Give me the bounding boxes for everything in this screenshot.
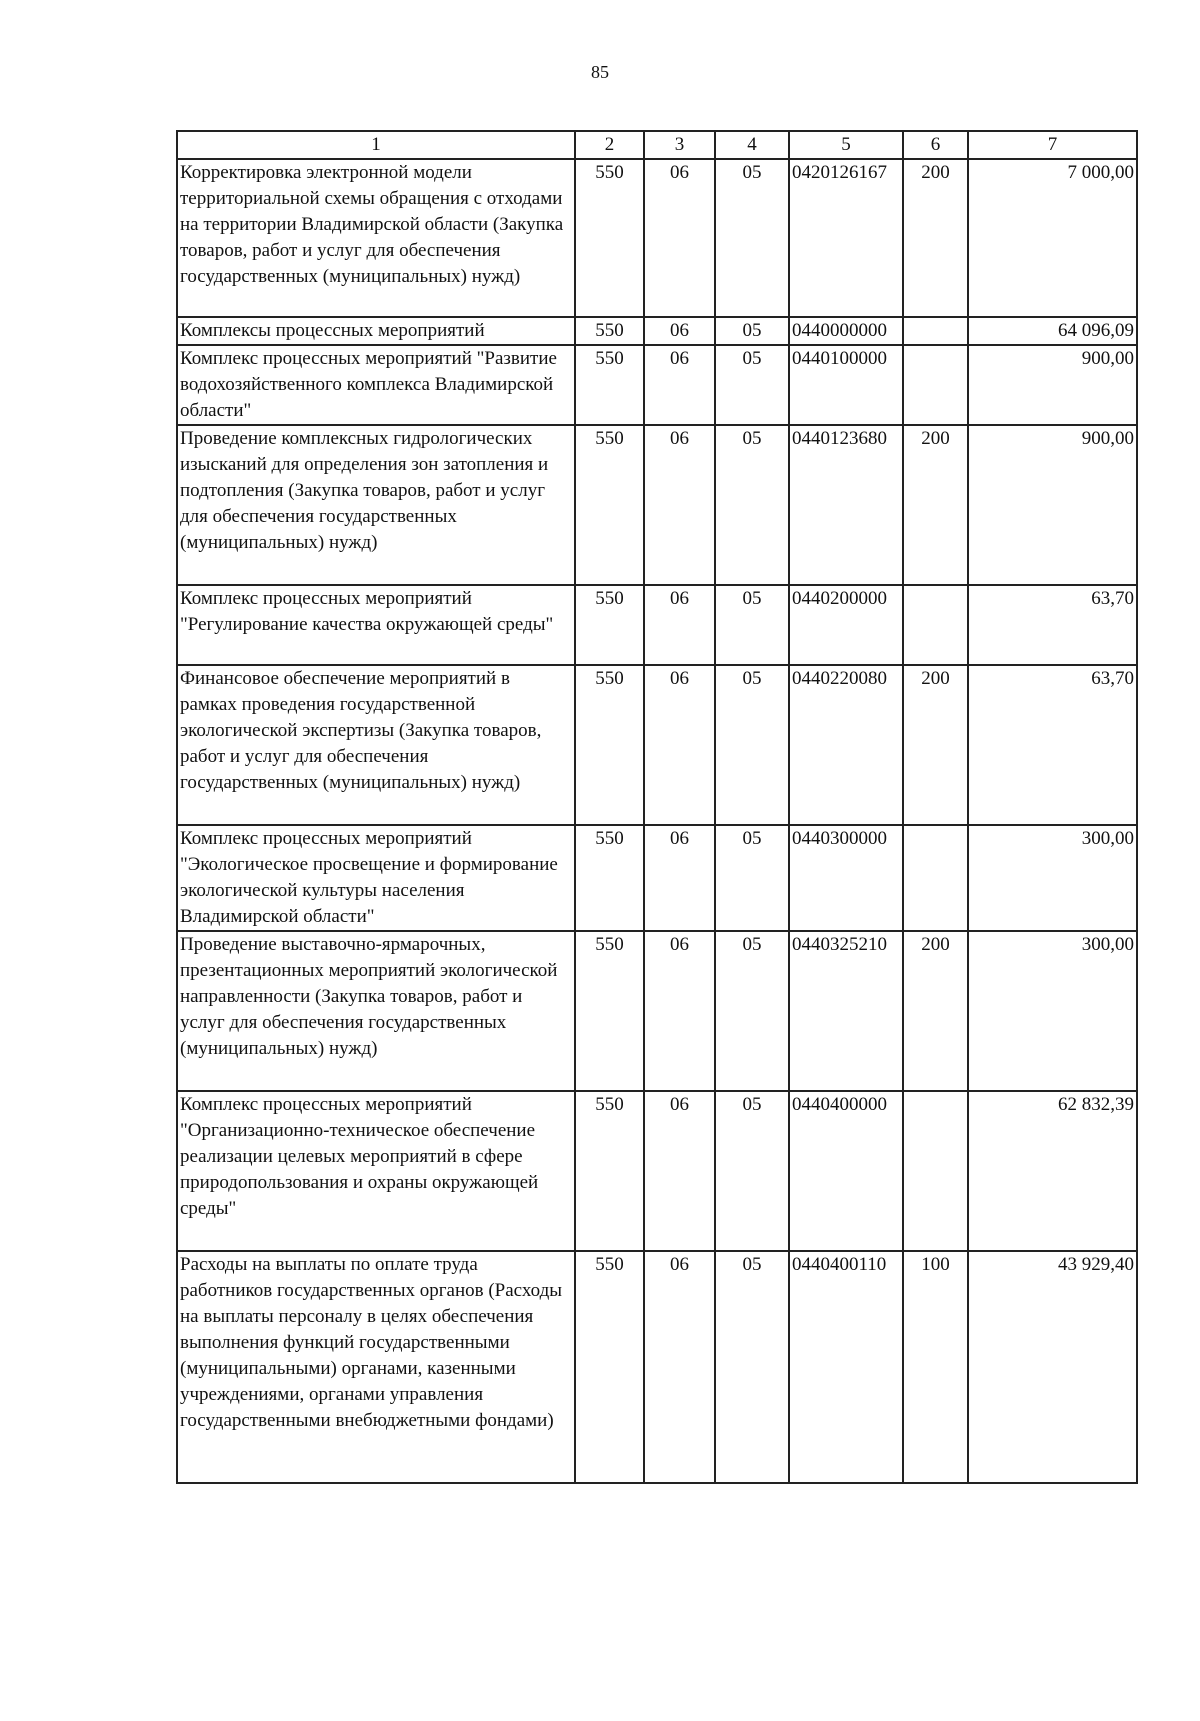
row-expense-type xyxy=(903,585,968,665)
table-row xyxy=(177,665,1137,825)
row-section: 06 xyxy=(644,585,715,665)
row-target: 0440200000 xyxy=(789,585,903,665)
row-name: Комплекс процессных мероприятий "Регулирование качества окружающей среды" xyxy=(177,585,575,665)
row-amount: 7 000,00 xyxy=(968,159,1137,317)
column-header: 1 xyxy=(177,131,575,159)
row-section: 06 xyxy=(644,159,715,317)
row-ministry: 550 xyxy=(575,345,644,425)
row-ministry: 550 xyxy=(575,825,644,931)
row-name: Расходы на выплаты по оплате труда работников государственных органов (Расходы на выплаты персоналу в целях обеспечения выполнения функций государственными (муниципальными) органами, казенными учреждениями, органами управления государственными внебюджетными фондами) xyxy=(177,1251,575,1483)
row-expense-type: 200 xyxy=(903,159,968,317)
column-header: 7 xyxy=(968,131,1137,159)
row-name: Проведение комплексных гидрологических изысканий для определения зон затопления и подтопления (Закупка товаров, работ и услуг для обеспечения государственных (муниципальных) нужд) xyxy=(177,425,575,585)
table-row xyxy=(177,825,1137,931)
row-ministry: 550 xyxy=(575,159,644,317)
row-target: 0440325210 xyxy=(789,931,903,1091)
row-expense-type: 200 xyxy=(903,425,968,585)
row-ministry: 550 xyxy=(575,931,644,1091)
row-section: 06 xyxy=(644,825,715,931)
row-expense-type xyxy=(903,317,968,345)
row-subsection: 05 xyxy=(715,345,789,425)
row-subsection: 05 xyxy=(715,585,789,665)
row-ministry: 550 xyxy=(575,665,644,825)
row-amount: 64 096,09 xyxy=(968,317,1137,345)
row-expense-type: 200 xyxy=(903,931,968,1091)
row-amount: 63,70 xyxy=(968,665,1137,825)
row-expense-type: 200 xyxy=(903,665,968,825)
table-row xyxy=(177,159,1137,317)
row-name: Комплекс процессных мероприятий "Экологическое просвещение и формирование экологической культуры населения Владимирской области" xyxy=(177,825,575,931)
table-row xyxy=(177,931,1137,1091)
table-row xyxy=(177,1091,1137,1251)
page-number: 85 xyxy=(591,62,609,82)
row-expense-type xyxy=(903,1091,968,1251)
row-target: 0440400110 xyxy=(789,1251,903,1483)
row-ministry: 550 xyxy=(575,425,644,585)
column-header: 6 xyxy=(903,131,968,159)
table-header-row xyxy=(177,131,1137,159)
row-name: Комплекс процессных мероприятий "Развитие водохозяйственного комплекса Владимирской области" xyxy=(177,345,575,425)
row-name: Комплексы процессных мероприятий xyxy=(177,317,575,345)
table-row xyxy=(177,317,1137,345)
budget-table xyxy=(176,130,1138,1484)
row-target: 0420126167 xyxy=(789,159,903,317)
row-subsection: 05 xyxy=(715,931,789,1091)
row-subsection: 05 xyxy=(715,425,789,585)
row-target: 0440220080 xyxy=(789,665,903,825)
row-amount: 300,00 xyxy=(968,825,1137,931)
row-section: 06 xyxy=(644,1251,715,1483)
row-expense-type: 100 xyxy=(903,1251,968,1483)
row-name: Комплекс процессных мероприятий "Организационно-техническое обеспечение реализации целевых мероприятий в сфере природопользования и охраны окружающей среды" xyxy=(177,1091,575,1251)
row-amount: 300,00 xyxy=(968,931,1137,1091)
row-section: 06 xyxy=(644,345,715,425)
row-subsection: 05 xyxy=(715,1251,789,1483)
row-section: 06 xyxy=(644,931,715,1091)
table-row xyxy=(177,425,1137,585)
row-amount: 63,70 xyxy=(968,585,1137,665)
row-subsection: 05 xyxy=(715,825,789,931)
row-amount: 900,00 xyxy=(968,345,1137,425)
row-section: 06 xyxy=(644,1091,715,1251)
row-section: 06 xyxy=(644,425,715,585)
column-header: 4 xyxy=(715,131,789,159)
table-row xyxy=(177,585,1137,665)
row-ministry: 550 xyxy=(575,317,644,345)
row-ministry: 550 xyxy=(575,1251,644,1483)
row-amount: 62 832,39 xyxy=(968,1091,1137,1251)
row-ministry: 550 xyxy=(575,1091,644,1251)
row-name: Проведение выставочно-ярмарочных, презентационных мероприятий экологической направленности (Закупка товаров, работ и услуг для обеспечения государственных (муниципальных) нужд) xyxy=(177,931,575,1091)
row-name: Корректировка электронной модели территориальной схемы обращения с отходами на территории Владимирской области (Закупка товаров, работ и услуг для обеспечения государственных (муниципальных) нужд) xyxy=(177,159,575,317)
row-section: 06 xyxy=(644,317,715,345)
row-subsection: 05 xyxy=(715,159,789,317)
column-header: 5 xyxy=(789,131,903,159)
column-header: 2 xyxy=(575,131,644,159)
row-target: 0440123680 xyxy=(789,425,903,585)
row-target: 0440400000 xyxy=(789,1091,903,1251)
row-subsection: 05 xyxy=(715,1091,789,1251)
table-row xyxy=(177,1251,1137,1483)
row-subsection: 05 xyxy=(715,665,789,825)
row-expense-type xyxy=(903,345,968,425)
row-target: 0440100000 xyxy=(789,345,903,425)
row-amount: 43 929,40 xyxy=(968,1251,1137,1483)
row-section: 06 xyxy=(644,665,715,825)
row-name: Финансовое обеспечение мероприятий в рамках проведения государственной экологической экспертизы (Закупка товаров, работ и услуг для обеспечения государственных (муниципальных) нужд) xyxy=(177,665,575,825)
row-amount: 900,00 xyxy=(968,425,1137,585)
row-subsection: 05 xyxy=(715,317,789,345)
table-row xyxy=(177,345,1137,425)
column-header: 3 xyxy=(644,131,715,159)
row-target: 0440000000 xyxy=(789,317,903,345)
row-ministry: 550 xyxy=(575,585,644,665)
row-expense-type xyxy=(903,825,968,931)
row-target: 0440300000 xyxy=(789,825,903,931)
